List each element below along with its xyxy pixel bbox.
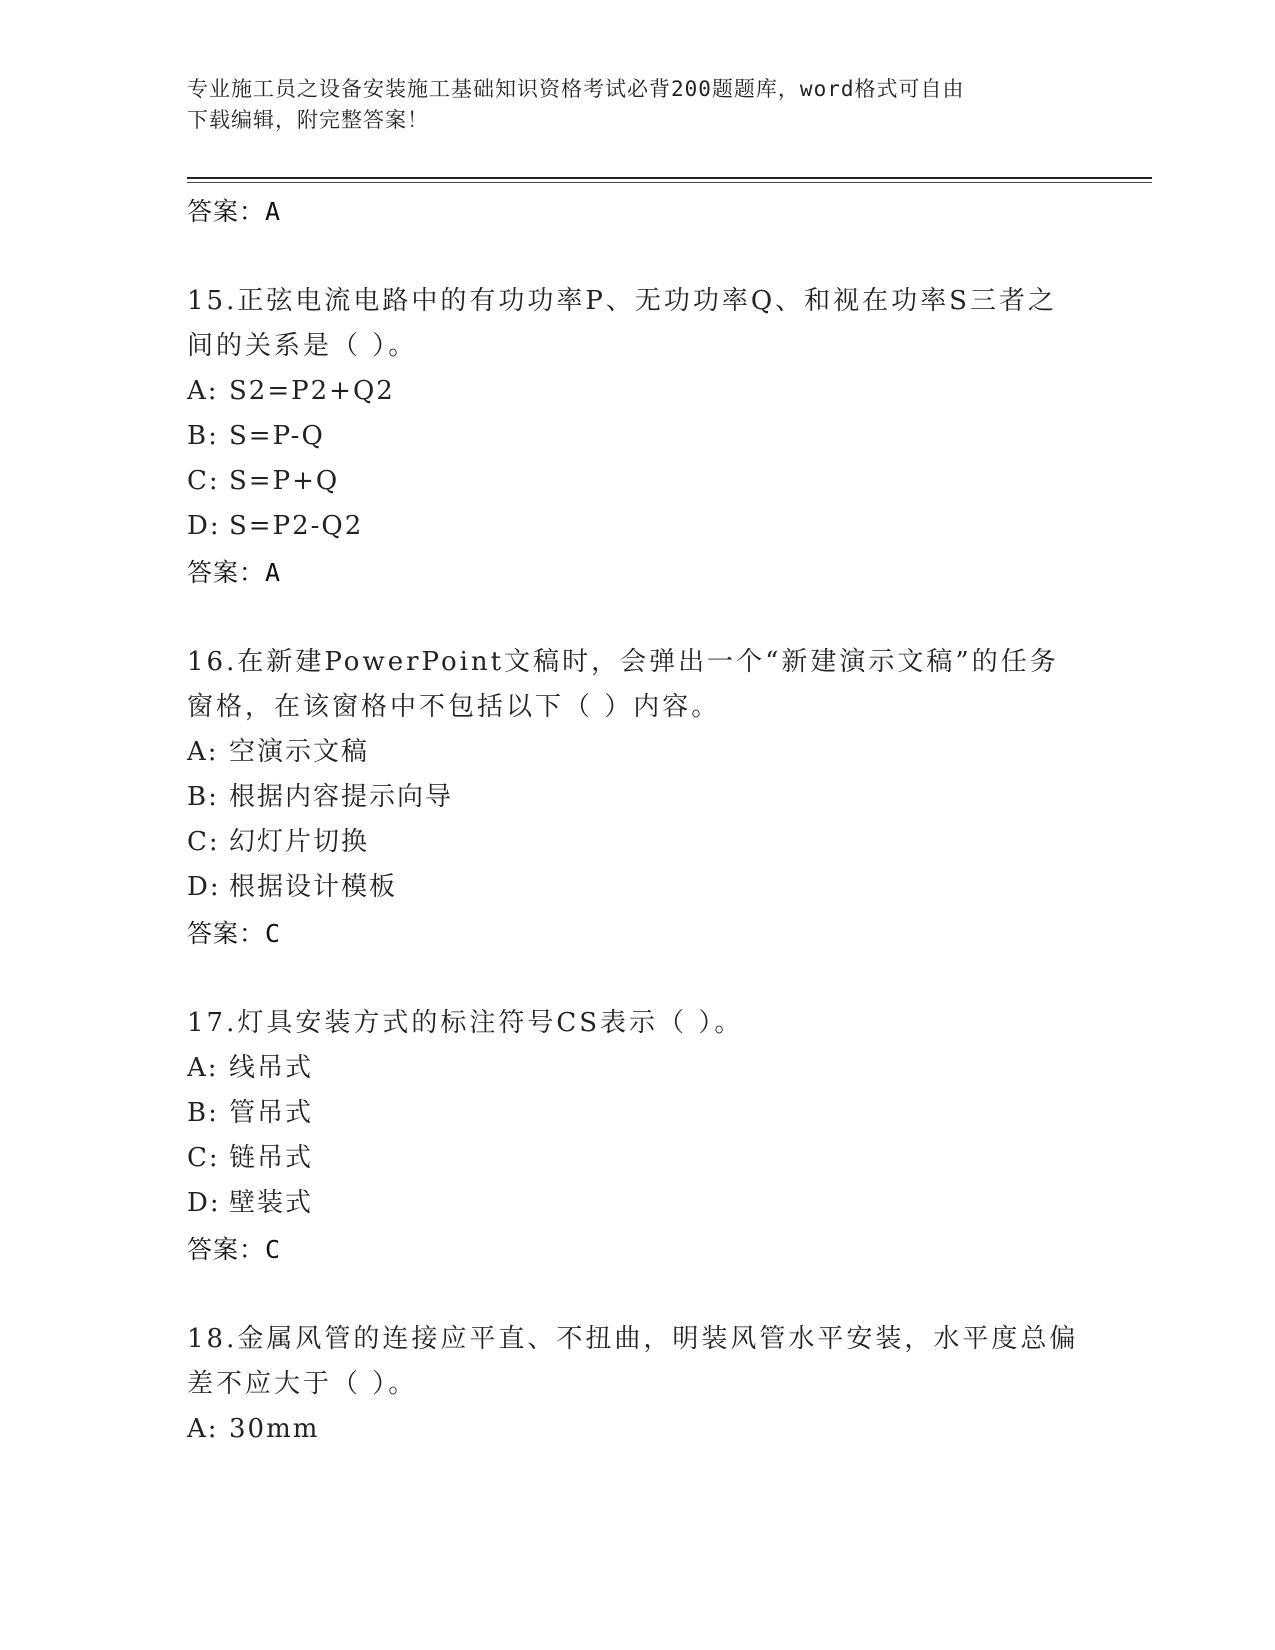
- question-17: [187, 1001, 1087, 1274]
- question-18: [187, 1317, 1087, 1452]
- option-text: 空演示文稿: [229, 737, 370, 767]
- answer: 答案：C: [187, 1235, 282, 1264]
- question-text-line-1: 16.在新建PowerPoint文稿时，会弹出一个“新建演示文稿”的任务: [187, 647, 1059, 677]
- option-text: 线吊式: [229, 1053, 314, 1083]
- option-key: C:: [187, 827, 220, 857]
- option-key: A:: [187, 1053, 219, 1083]
- header-rule-thin: [187, 182, 1152, 183]
- option-b: [187, 775, 1087, 820]
- option-key: D:: [187, 872, 221, 902]
- option-key: B:: [187, 1098, 219, 1128]
- option-text: 壁装式: [229, 1188, 314, 1218]
- document-header: [187, 74, 1067, 136]
- option-key: A:: [187, 376, 219, 406]
- header-line-2: 下载编辑，附完整答案！: [187, 108, 429, 132]
- option-c: [187, 820, 1087, 865]
- option-key: D:: [187, 1188, 221, 1218]
- answer: 答案：A: [187, 558, 282, 587]
- option-key: B:: [187, 421, 219, 451]
- option-text: S=P+Q: [229, 466, 340, 496]
- option-d: [187, 865, 1087, 910]
- option-key: D:: [187, 511, 221, 541]
- option-a: [187, 730, 1087, 775]
- question-text-line-1: 17.灯具安装方式的标注符号CS表示（ ）。: [187, 1008, 744, 1038]
- header-line-1: 专业施工员之设备安装施工基础知识资格考试必背200题题库，word格式可自由: [187, 77, 965, 101]
- option-b: [187, 414, 1087, 459]
- answer: 答案：C: [187, 919, 282, 948]
- document-content: [187, 188, 1087, 1452]
- option-text: 根据设计模板: [229, 872, 398, 902]
- option-a: [187, 1046, 1087, 1091]
- option-key: B:: [187, 782, 219, 812]
- option-key: C:: [187, 1143, 220, 1173]
- option-text: 链吊式: [229, 1143, 314, 1173]
- option-a: [187, 369, 1087, 414]
- option-d: [187, 1181, 1087, 1226]
- option-text: 管吊式: [229, 1098, 314, 1128]
- previous-answer: 答案：A: [187, 197, 282, 226]
- option-text: S=P2-Q2: [229, 511, 364, 541]
- option-a: [187, 1407, 1087, 1452]
- question-text-line-2: 窗格，在该窗格中不包括以下（ ）内容。: [187, 692, 721, 722]
- question-16: [187, 640, 1087, 958]
- option-b: [187, 1091, 1087, 1136]
- option-key: C:: [187, 466, 220, 496]
- option-text: 30mm: [229, 1414, 320, 1444]
- option-text: S2=P2+Q2: [229, 376, 395, 406]
- option-text: 幻灯片切换: [229, 827, 370, 857]
- option-text: S=P-Q: [229, 421, 325, 451]
- option-key: A:: [187, 737, 219, 767]
- option-key: A:: [187, 1414, 219, 1444]
- option-d: [187, 504, 1087, 549]
- option-c: [187, 459, 1087, 504]
- question-15: [187, 279, 1087, 597]
- question-text-line-1: 18.金属风管的连接应平直、不扭曲，明装风管水平安装，水平度总偏: [187, 1324, 1079, 1354]
- option-c: [187, 1136, 1087, 1181]
- question-text-line-2: 差不应大于（ ）。: [187, 1369, 418, 1399]
- question-text-line-2: 间的关系是（ ）。: [187, 331, 418, 361]
- header-rule-thick: [187, 177, 1152, 179]
- question-text-line-1: 15.正弦电流电路中的有功功率P、无功功率Q、和视在功率S三者之: [187, 286, 1057, 316]
- option-text: 根据内容提示向导: [229, 782, 454, 812]
